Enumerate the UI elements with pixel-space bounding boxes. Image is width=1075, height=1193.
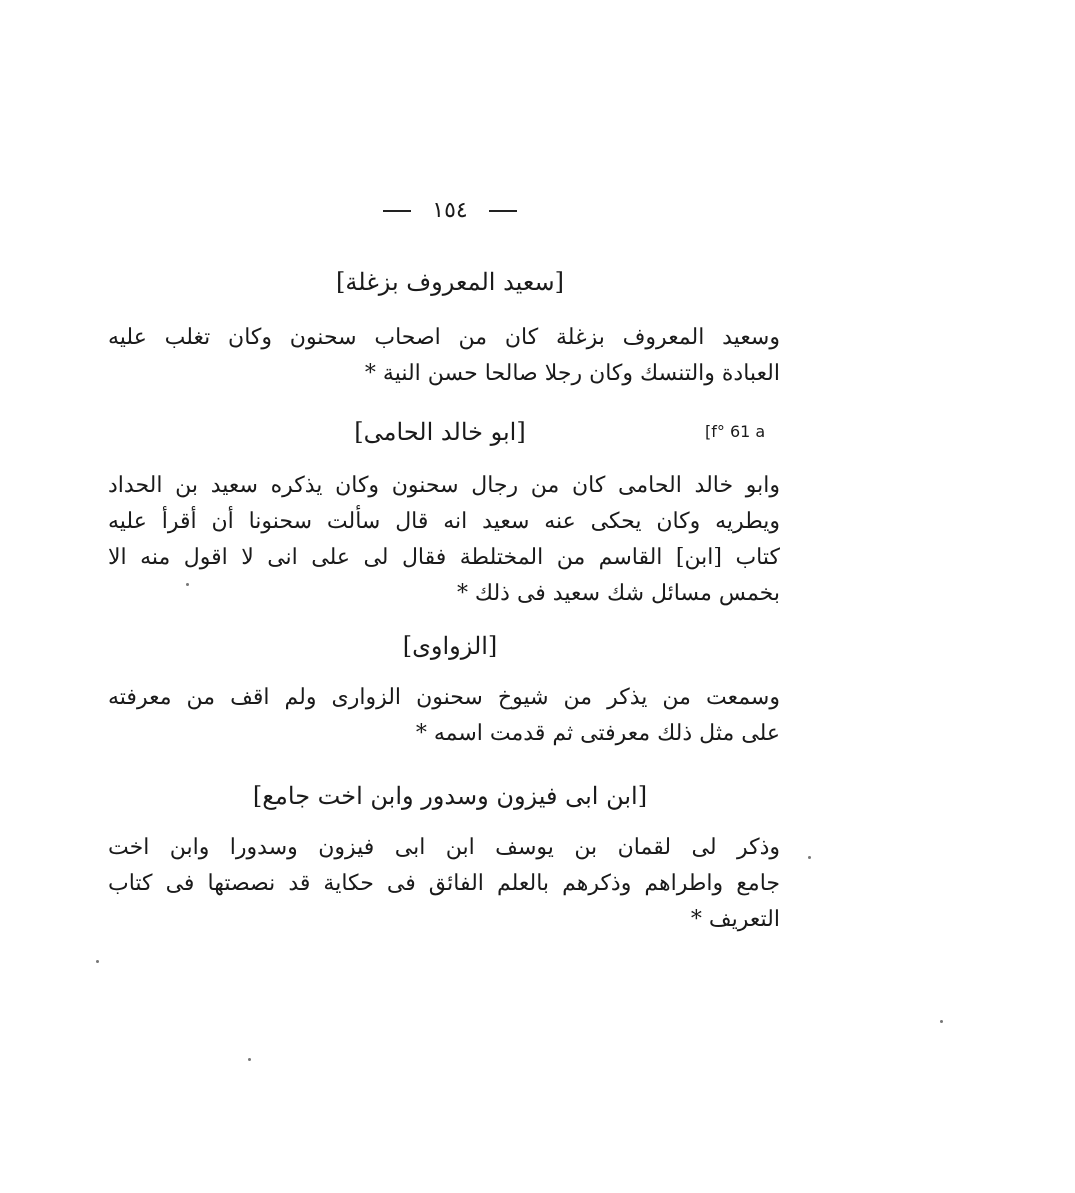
section-paragraph-2 xyxy=(108,468,780,612)
section-heading-3: [الزواوى] xyxy=(402,632,498,660)
section-heading-2: [ابو خالد الحامى] xyxy=(354,418,526,446)
paragraph-line: وابو خالد الحامى كان من رجال سحنون وكان يذكره سعيد بن الحداد xyxy=(108,473,780,498)
scan-speck xyxy=(186,583,189,586)
section-heading-1: [سعيد المعروف بزغلة] xyxy=(336,268,564,296)
paragraph-line: بخمس مسائل شك سعيد فى ذلك * xyxy=(456,581,780,606)
section-paragraph-3 xyxy=(108,680,780,752)
right-dash xyxy=(489,210,517,212)
section-paragraph-4 xyxy=(108,830,780,938)
paragraph-line: التعريف * xyxy=(690,907,780,932)
paragraph-line: وسعيد المعروف بزغلة كان من اصحاب سحنون وكان تغلب عليه xyxy=(108,325,780,350)
paragraph-line: ويطريه وكان يحكى عنه سعيد انه قال سألت سحنونا أن أقرأ عليه xyxy=(108,509,780,534)
paragraph-line: كتاب [ابن] القاسم من المختلطة فقال لى على انى لا اقول منه الا xyxy=(108,545,780,570)
scan-speck xyxy=(808,856,811,859)
page-number: ١٥٤ xyxy=(432,198,468,223)
folio-marginal-note: [f° 61 a xyxy=(705,422,766,441)
paragraph-line: العبادة والتنسك وكان رجلا صالحا حسن النية * xyxy=(364,361,780,386)
paragraph-line: على مثل ذلك معرفتى ثم قدمت اسمه * xyxy=(415,721,780,746)
paragraph-line: وذكر لى لقمان بن يوسف ابن ابى فيزون وسدورا وابن اخت xyxy=(108,835,780,860)
page-number-line xyxy=(0,198,900,223)
section-heading-4: [ابن ابى فيزون وسدور وابن اخت جامع] xyxy=(252,782,648,810)
paragraph-line: وسمعت من يذكر من شيوخ سحنون الزوارى ولم اقف من معرفته xyxy=(108,685,780,710)
scan-speck xyxy=(96,960,99,963)
left-dash xyxy=(383,210,411,212)
scan-speck xyxy=(940,1020,943,1023)
paragraph-line: جامع واطراهم وذكرهم بالعلم الفائق فى حكاية قد نصصتها فى كتاب xyxy=(108,871,780,896)
section-paragraph-1 xyxy=(108,320,780,392)
scan-speck xyxy=(248,1058,251,1061)
